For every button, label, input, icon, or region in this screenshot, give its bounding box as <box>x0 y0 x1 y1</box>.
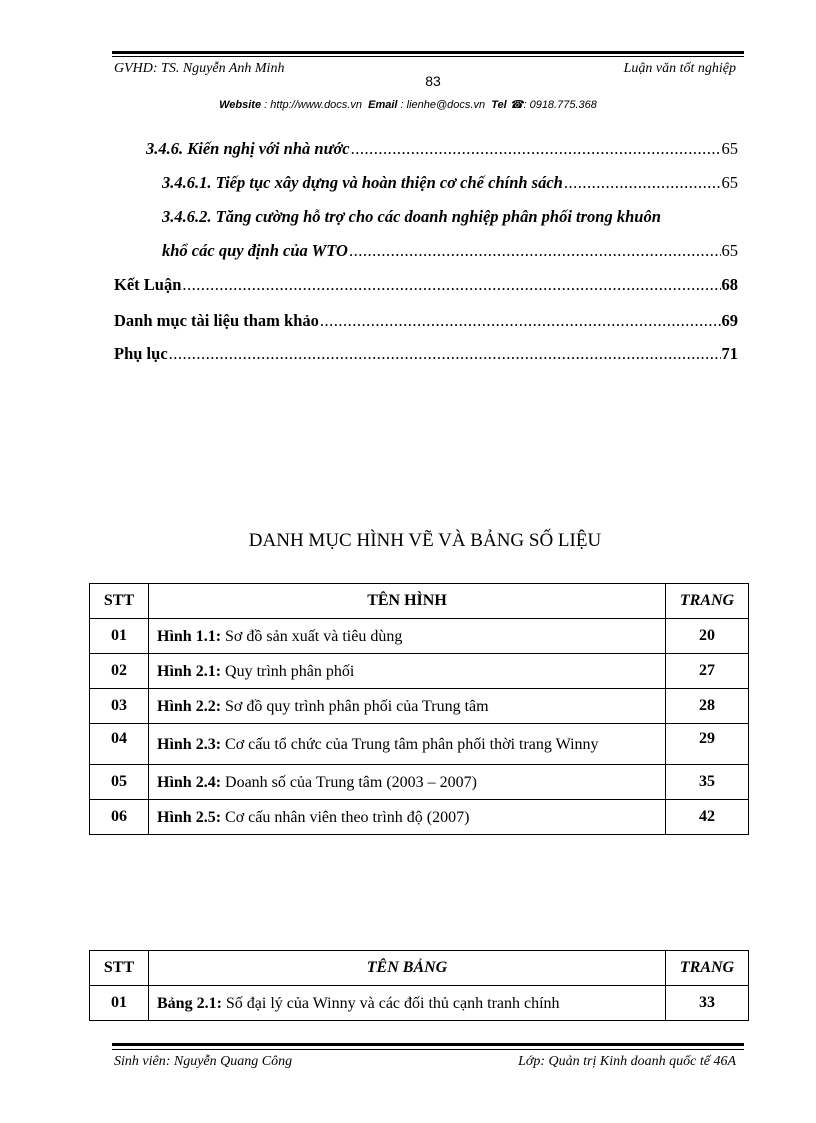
toc-title: 3.4.6.1. Tiếp tục xây dựng và hoàn thiện cơ chế chính sách <box>162 173 563 192</box>
toc-title: khổ các quy định của WTO <box>162 241 348 260</box>
row-label: Bảng 2.1: <box>157 994 222 1012</box>
row-text: Cơ cấu nhân viên theo trình độ (2007) <box>221 808 470 826</box>
table-header-row <box>90 584 749 619</box>
table-row <box>90 986 749 1021</box>
header-thesis-label: Luận văn tốt nghiệp <box>623 61 736 76</box>
col-header-page: TRANG <box>666 584 749 619</box>
row-stt: 04 <box>90 724 149 765</box>
toc-leader <box>169 344 721 364</box>
footer-student: Sinh viên: Nguyễn Quang Công <box>114 1054 293 1069</box>
row-stt: 01 <box>90 986 149 1021</box>
header-rule-thick <box>112 51 744 54</box>
toc-entry[interactable] <box>114 344 738 364</box>
row-text: Doanh số của Trung tâm (2003 – 2007) <box>221 773 477 791</box>
table-row <box>90 619 749 654</box>
footer-rule-thin <box>112 1049 744 1050</box>
row-name <box>149 724 666 765</box>
email-label: Email <box>368 99 398 111</box>
toc-entry[interactable] <box>114 275 738 295</box>
row-name <box>149 619 666 654</box>
row-page: 35 <box>666 765 749 800</box>
footer-rule-thick <box>112 1043 744 1046</box>
row-stt: 02 <box>90 654 149 689</box>
toc-page: 65 <box>721 241 738 260</box>
header-advisor: GVHD: TS. Nguyễn Anh Minh <box>114 61 285 76</box>
page-number: 83 <box>425 73 441 89</box>
row-name <box>149 800 666 835</box>
toc-leader <box>349 241 721 261</box>
toc-leader <box>564 173 721 193</box>
email-link[interactable]: : lienhe@docs.vn <box>400 99 486 111</box>
row-stt: 06 <box>90 800 149 835</box>
toc-title: 3.4.6.2. Tăng cường hỗ trợ cho các doanh nghiệp phân phối trong khuôn <box>162 207 661 226</box>
list-title: DANH MỤC HÌNH VẼ VÀ BẢNG SỐ LIỆU <box>248 530 602 551</box>
row-name <box>149 689 666 724</box>
row-name <box>149 654 666 689</box>
tables-table <box>89 950 749 1021</box>
toc-leader <box>351 139 721 159</box>
table-row <box>90 765 749 800</box>
toc-page: 69 <box>721 311 738 330</box>
table-header-row <box>90 951 749 986</box>
row-label: Hình 2.5: <box>157 808 222 826</box>
toc-title: Phụ lục <box>114 344 168 363</box>
row-name <box>149 765 666 800</box>
row-name <box>149 986 666 1021</box>
footer-class: Lớp: Quản trị Kinh doanh quốc tế 46A <box>518 1054 736 1069</box>
table-row <box>90 654 749 689</box>
row-text: Quy trình phân phối <box>221 662 355 680</box>
toc-entry[interactable] <box>162 207 738 227</box>
col-header-name: TÊN BẢNG <box>149 951 666 986</box>
toc-entry[interactable] <box>162 173 738 193</box>
col-header-name: TÊN HÌNH <box>149 584 666 619</box>
row-text: Số đại lý của Winny và các đối thủ cạnh tranh chính <box>221 994 560 1012</box>
row-label: Hình 2.3: <box>157 735 222 753</box>
toc-leader <box>182 275 720 295</box>
row-stt: 01 <box>90 619 149 654</box>
row-page: 29 <box>666 724 749 765</box>
row-label: Hình 2.1: <box>157 662 222 680</box>
row-label: Hình 2.2: <box>157 697 222 715</box>
toc-title: Kết Luận <box>114 275 182 294</box>
toc-entry-continued[interactable] <box>162 241 738 261</box>
toc-leader <box>320 311 721 331</box>
col-header-page: TRANG <box>666 951 749 986</box>
website-label: Website <box>219 99 262 111</box>
table-row <box>90 724 749 765</box>
figures-table <box>89 583 749 835</box>
col-header-stt: STT <box>90 584 149 619</box>
toc-entry[interactable] <box>114 311 738 331</box>
website-link[interactable]: : http://www.docs.vn <box>264 99 362 111</box>
row-stt: 05 <box>90 765 149 800</box>
header-rule-thin <box>112 56 744 57</box>
toc-title: 3.4.6. Kiến nghị với nhà nước <box>146 139 350 158</box>
row-text: Cơ cấu tổ chức của Trung tâm phân phối thời trang Winny <box>221 735 599 753</box>
toc-page: 65 <box>721 173 738 192</box>
row-label: Hình 2.4: <box>157 773 222 791</box>
row-page: 27 <box>666 654 749 689</box>
phone-icon: ☎ <box>509 99 524 111</box>
row-page: 33 <box>666 986 749 1021</box>
toc-page: 71 <box>721 344 738 363</box>
toc-entry[interactable] <box>146 139 738 159</box>
tel-value: : 0918.775.368 <box>523 99 597 111</box>
row-stt: 03 <box>90 689 149 724</box>
row-page: 20 <box>666 619 749 654</box>
contact-line <box>0 98 816 111</box>
row-text: Sơ đồ quy trình phân phối của Trung tâm <box>221 697 489 715</box>
row-page: 28 <box>666 689 749 724</box>
col-header-stt: STT <box>90 951 149 986</box>
toc-title: Danh mục tài liệu tham khảo <box>114 311 319 330</box>
row-page: 42 <box>666 800 749 835</box>
table-row <box>90 800 749 835</box>
toc-page: 68 <box>721 275 738 294</box>
table-row <box>90 689 749 724</box>
toc-page: 65 <box>721 139 738 158</box>
row-text: Sơ đồ sản xuất và tiêu dùng <box>221 627 403 645</box>
row-label: Hình 1.1: <box>157 627 222 645</box>
tel-label: Tel <box>491 99 507 111</box>
